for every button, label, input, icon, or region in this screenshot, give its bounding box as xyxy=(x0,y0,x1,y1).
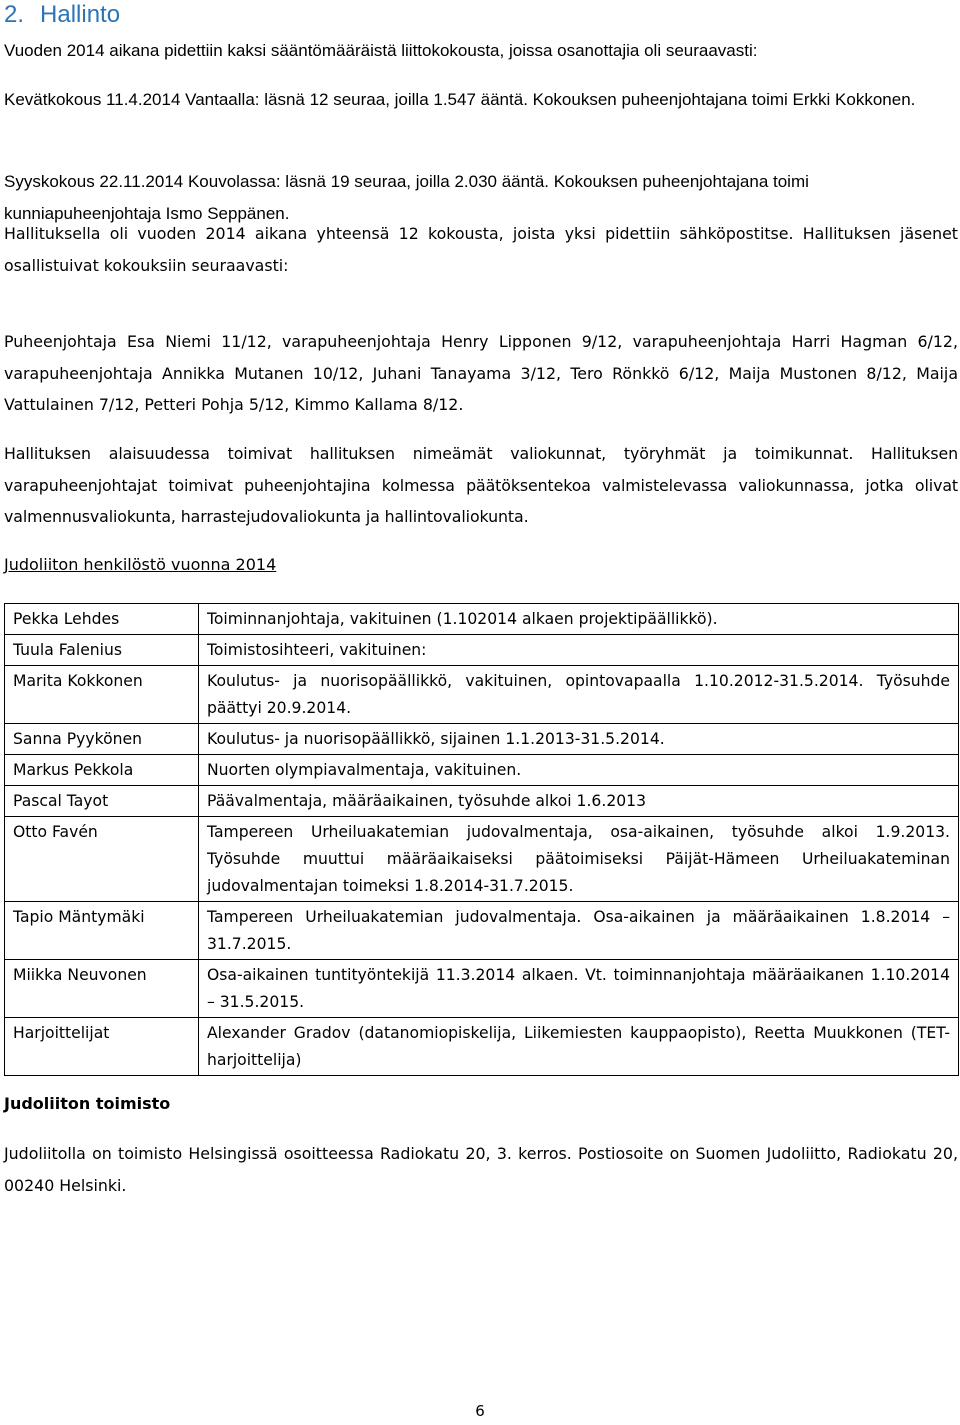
staff-name-cell: Harjoittelijat xyxy=(5,1018,199,1076)
staff-name-cell: Sanna Pyykönen xyxy=(5,724,199,755)
table-row xyxy=(5,1018,959,1076)
staff-role-cell: Osa-aikainen tuntityöntekijä 11.3.2014 alkaen. Vt. toiminnanjohtaja määräaikanen 1.10.2014 – 31.5.2015. xyxy=(199,960,959,1018)
staff-section-title: Judoliiton henkilöstö vuonna 2014 xyxy=(4,555,277,574)
office-paragraph: Judoliitolla on toimisto Helsingissä osoitteessa Radiokatu 20, 3. kerros. Postiosoite on Suomen Judoliitto, Radiokatu 20, 00240 Helsinki. xyxy=(4,1144,958,1195)
table-row xyxy=(5,817,959,902)
section-title: Hallinto xyxy=(40,1,121,28)
staff-role-cell: Toiminnanjohtaja, vakituinen (1.102014 alkaen projektipäällikkö). xyxy=(199,604,959,635)
staff-role-cell: Toimistosihteeri, vakituinen: xyxy=(199,635,959,666)
section-heading xyxy=(4,0,958,30)
staff-name-cell: Tapio Mäntymäki xyxy=(5,902,199,960)
staff-table xyxy=(4,603,959,1076)
autumn-meeting-paragraph: Syyskokous 22.11.2014 Kouvolassa: läsnä 19 seuraa, joilla 2.030 ääntä. Kokouksen puheenjohtajana toimi kunniapuheenjohtaja Ismo Seppänen. xyxy=(4,172,809,223)
staff-name-cell: Pekka Lehdes xyxy=(5,604,199,635)
staff-role-cell: Koulutus- ja nuorisopäällikkö, vakituinen, opintovapaalla 1.10.2012-31.5.2014. Työsuhde päättyi 20.9.2014. xyxy=(199,666,959,724)
table-row xyxy=(5,902,959,960)
committees-paragraph: Hallituksen alaisuudessa toimivat hallituksen nimeämät valiokunnat, työryhmät ja toimikunnat. Hallituksen varapuheenjohtajat toimivat puheenjohtajina kolmessa päätöksentekoa valmistelevassa valiokunnassa, jotka olivat valmennusvaliokunta, harrastejudovaliokunta ja hallintovaliokunta. xyxy=(4,444,958,526)
staff-name-cell: Miikka Neuvonen xyxy=(5,960,199,1018)
board-meetings-paragraph: Hallituksella oli vuoden 2014 aikana yhteensä 12 kokousta, joista yksi pidettiin sähköpostitse. Hallituksen jäsenet osallistuivat kokouksiin seuraavasti: xyxy=(4,224,958,275)
staff-name-cell: Markus Pekkola xyxy=(5,755,199,786)
table-row xyxy=(5,635,959,666)
office-section-title: Judoliiton toimisto xyxy=(4,1094,171,1113)
staff-name-cell: Pascal Tayot xyxy=(5,786,199,817)
table-row xyxy=(5,666,959,724)
staff-role-cell: Nuorten olympiavalmentaja, vakituinen. xyxy=(199,755,959,786)
intro-paragraph: Vuoden 2014 aikana pidettiin kaksi sääntömääräistä liittokokousta, joissa osanottajia oli seuraavasti: xyxy=(4,41,758,60)
table-row xyxy=(5,604,959,635)
attendance-paragraph: Puheenjohtaja Esa Niemi 11/12, varapuheenjohtaja Henry Lipponen 9/12, varapuheenjohtaja Harri Hagman 6/12, varapuheenjohtaja Annikka Mutanen 10/12, Juhani Tanayama 3/12, Tero Rönkkö 6/12, Maija Mustonen 8/12, Maija Vattulainen 7/12, Petteri Pohja 5/12, Kimmo Kallama 8/12. xyxy=(4,332,958,414)
staff-role-cell: Koulutus- ja nuorisopäällikkö, sijainen 1.1.2013-31.5.2014. xyxy=(199,724,959,755)
table-row xyxy=(5,755,959,786)
table-row xyxy=(5,960,959,1018)
table-row xyxy=(5,724,959,755)
section-number: 2. xyxy=(4,1,25,28)
staff-role-cell: Päävalmentaja, määräaikainen, työsuhde alkoi 1.6.2013 xyxy=(199,786,959,817)
spring-meeting-paragraph: Kevätkokous 11.4.2014 Vantaalla: läsnä 12 seuraa, joilla 1.547 ääntä. Kokouksen puheenjohtajana toimi Erkki Kokkonen. xyxy=(4,90,916,109)
staff-role-cell: Alexander Gradov (datanomiopiskelija, Liikemiesten kauppaopisto), Reetta Muukkonen (TET-harjoittelija) xyxy=(199,1018,959,1076)
staff-role-cell: Tampereen Urheiluakatemian judovalmentaja. Osa-aikainen ja määräaikainen 1.8.2014 – 31.7.2015. xyxy=(199,902,959,960)
page-number: 6 xyxy=(475,1402,485,1420)
staff-name-cell: Tuula Falenius xyxy=(5,635,199,666)
staff-role-cell: Tampereen Urheiluakatemian judovalmentaja, osa-aikainen, työsuhde alkoi 1.9.2013. Työsuhde muuttui määräaikaiseksi päätoimiseksi Päijät-Hämeen Urheiluakateminan judovalmentajan toimeksi 1.8.2014-31.7.2015. xyxy=(199,817,959,902)
staff-name-cell: Marita Kokkonen xyxy=(5,666,199,724)
staff-name-cell: Otto Favén xyxy=(5,817,199,902)
table-row xyxy=(5,786,959,817)
